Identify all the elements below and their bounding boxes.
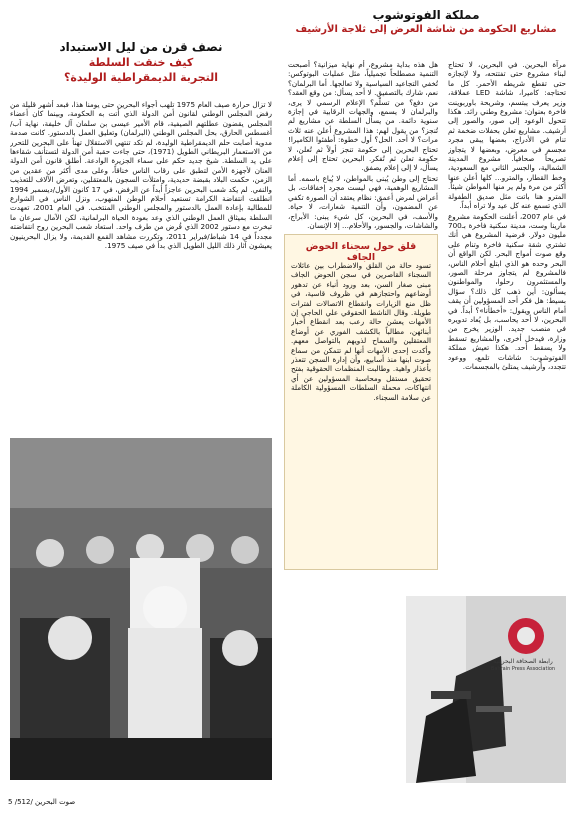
right-subtitle: مشاريع الحكومة من شاشة العرض إلى ثلاجة الأرشيف bbox=[295, 24, 557, 35]
page-footer: صوت البحرين /512/ 5 bbox=[8, 798, 76, 806]
right-col-2: هل هذه بداية مشروع، أم نهاية ميزانية؟ أصبحت التنمية مصطلحاً تجميلياً، مثل عمليات البوتوكس: تُخفي التجاعيد السياسية ولا تعالجها. أما البرلمان؟ نعم، شارك بالتصفيق. لا أحد يسأل: من وقع العقد؟ من دفع؟ من تسلّم؟ الإعلام الرسمي لا يرى، والبرلمان لا يسمع، والجهات الرقابية في إجازة سنوية دائمة. من يسأل السلطة عن مشاريع لم تُنجز؟ من يقول لهم: هذا المشروع أعلن عنه ثلاث مرات؟ لا أحد. الحل؟ أول خطوة: أطفئوا الكاميرا! تحتاج البحرين إلى حكومة تنجز أولاً ثم تُعلن، لا حكومة تعلن ثم تُفكر. البحرين تحتاج إلى إعلام يسأل، لا إلى إعلام يصفق. تحتاج إلى وطن يُبنى بالمواطن، لا يُباع باسمه. أما المشاريع الوهمية، فهي ليست مجرد إخفاقات، بل أعراض لمرض أعمق: نظام يعتقد أن الصورة تكفي عن المضمون، وأن التنمية شعارات، لا حياة. والأسف، في البحرين، كل شيء يبنى: الأبراج، والشاشات، والجسور، والأحلام... إلا الإنسان. bbox=[288, 60, 438, 230]
right-title: مملكة الفوتوشوب bbox=[372, 8, 480, 22]
press-poster bbox=[406, 596, 566, 783]
left-subtitle-1: كيف خنقت السلطة bbox=[88, 56, 194, 69]
left-title: نصف قرن من ليل الاستبداد bbox=[59, 40, 223, 54]
poster-org-en: Bahrain Press Association bbox=[490, 666, 556, 672]
left-subtitle-2: التجربة الديمقراطية الوليدة؟ bbox=[63, 71, 219, 84]
box-text: تسود حالة من القلق والاضطراب بين عائلات السجناء القاصرين في سجن الحوض الجاف مبنى صغار السن، بعد ورود أنباء عن تدهور أوضاعهم واحتجازهم في ظروف قاسية، في ظل منع الزيارات وانقطاع الاتصالات لفترات طويلة. وقال الناشط الحقوقي علي الحاجي إن الأمهات يعشن حالة رعب بعد انقطاع أخبار أبنائهن، مطالباً بالكشف الفوري عن أوضاع المعتقلين والسماح لذويهم بالتواصل معهم. وأكدت إحدى الأمهات أنها لم تتمكن من سماع صوت ابنها منذ أسابيع، وأن إدارة السجن تتعذر بأعذار واهية. وطالبت المنظمات الحقوقية بفتح تحقيق مستقل ومحاسبة المسؤولين عن أي انتهاكات، محملة السلطات المسؤولية الكاملة عن سلامة السجناء. bbox=[291, 261, 431, 402]
right-col-1: مرآة البحرين. في البحرين، لا تحتاج لبناء مشروع حتى تفتتحه، ولا لإنجازه حتى تقطع شريطه الأحمر. كل ما تحتاجه: كاميرا، شاشة LED عملاقة، وزير يعرف يبتسم، وشريحة باوربوينت فاخرة بعنوان: مشروع وطني رائد. هكذا تتحول الوعود إلى صور، والصور إلى أرشيف. مشاريع تعلن بحفلات ضخمة ثم تنام في الأدراج، بعضها يبقى مجرد مجسم في معرض، وبعضها لا يتجاوز تصريحاً صحافياً. مشروع المدينة الشمالية، والجسر الثاني مع السعودية، وخط القطار، والمترو... كلها أعلن عنها أكثر من مرة ولم ير منها المواطن شيئاً. المترو هنا باتت مثل صديق الطفولة الذي تسمع عنه كل عيد ولا تراه أبداً. في عام 2007، أعلنت الحكومة مشروع مارينا وست، مدينة سكنية فاخرة بـ700 مليون دولار. فرضية المشروع هي أنك تشتري شقة سكنية فاخرة وتنام على وقع صوت أمواج البحر. لكن الواقع أن البحر وحده هو الذي ابتلع أحلام الناس، فالمشروع لم يتجاوز مرحلة الصور، والمستثمرون رحلوا، والمواطنون يسألون: أين ذهب كل ذلك؟ سؤال بسيط: هل فكر أحد المسؤولين أن يقف أمام الناس ويقول: «أخطأنا»؟ أبداً. في البحرين، لا أحد يحاسب، بل يُعاد تدويره في منصب جديد. الوزير يخرج من وزارة، فيدخل أخرى، والمشاريع تسقط ولا يسقط أحد. هكذا تعيش مملكة الفوتوشوب: شاشات تلمع، ووعود تتجدد، وأرشيف يمتلئ بالمجسمات. bbox=[448, 60, 566, 371]
parliament-photo bbox=[10, 438, 272, 780]
box-article bbox=[284, 234, 438, 570]
box-title: قلق حول سجناء الحوض الجاف bbox=[305, 241, 417, 263]
parliament-photo-graphic bbox=[10, 438, 272, 780]
press-poster-graphic bbox=[406, 596, 566, 783]
left-body: لا تزال حرارة صيف العام 1975 تلهب أجواء البحرين حتى يومنا هذا، فبعد أشهر قليلة من رفض المجلس الوطني لقانون أمن الدولة الذي أتت به الحكومة، وبينما كان أعضاء المجلس يقضون عطلتهم الصيفية، قام الأمير عيسى بن سلمان آل خليفة، نهاية آب/أغسطس الحارق، بحل المجلس الوطني (البرلمان) وتعليق العمل بالدستور. كانت صدمة مدوية أصابت حلم الديمقراطية الوليدة، لم تكد تنتهي الاستقلال تهنأ على البحرين للتحرر من الاستعمار البريطاني الطويل (1971)، حتى جاءت حقبة أمن الدولة لتستأنف شقاءها على يد السلطة. شيخ جديد حكم على سماء الجزيرة الوادعة. أطلق قانون أمن الدولة العنان لأجهزة الأمن لتطبق على رقاب الناس خناقاً، وعلى مدى أكثر من عقدين من الزمن، حكمت البلاد بقبضة حديدية، وامتلأت السجون بالمعتقلين، وتعرض الآلاف للتعذيب والنفي. لم يكد شعب البحرين عاجزاً أبداً عن الرفض، في 17 كانون الأول/ديسمبر 1994 انطلقت انتفاضة الكرامة تستعيد أحلام الوطن المنهوب، ونزل الناس في الشوارع للمطالبة بإعادة العمل بالدستور والمجلس الوطني المنتخب. في العام 2001، تعهدت السلطة بميثاق العمل الوطني الذي وعد بعودة الحياة البرلمانية، لكن الآمال سرعان ما تبخرت مع دستور 2002 الذي فُرض من طرف واحد. استعاد شعب البحرين روح انتفاضته مجدداً في 14 شباط/فبراير 2011، وتكررت مشاهد القمع القديمة، ولا يزال البحرينيون يعيشون آثار ذلك الليل الطويل الذي بدأ في صيف 1975. bbox=[10, 100, 272, 251]
poster-org: رابطة الصحافة البحرينية bbox=[493, 658, 553, 665]
